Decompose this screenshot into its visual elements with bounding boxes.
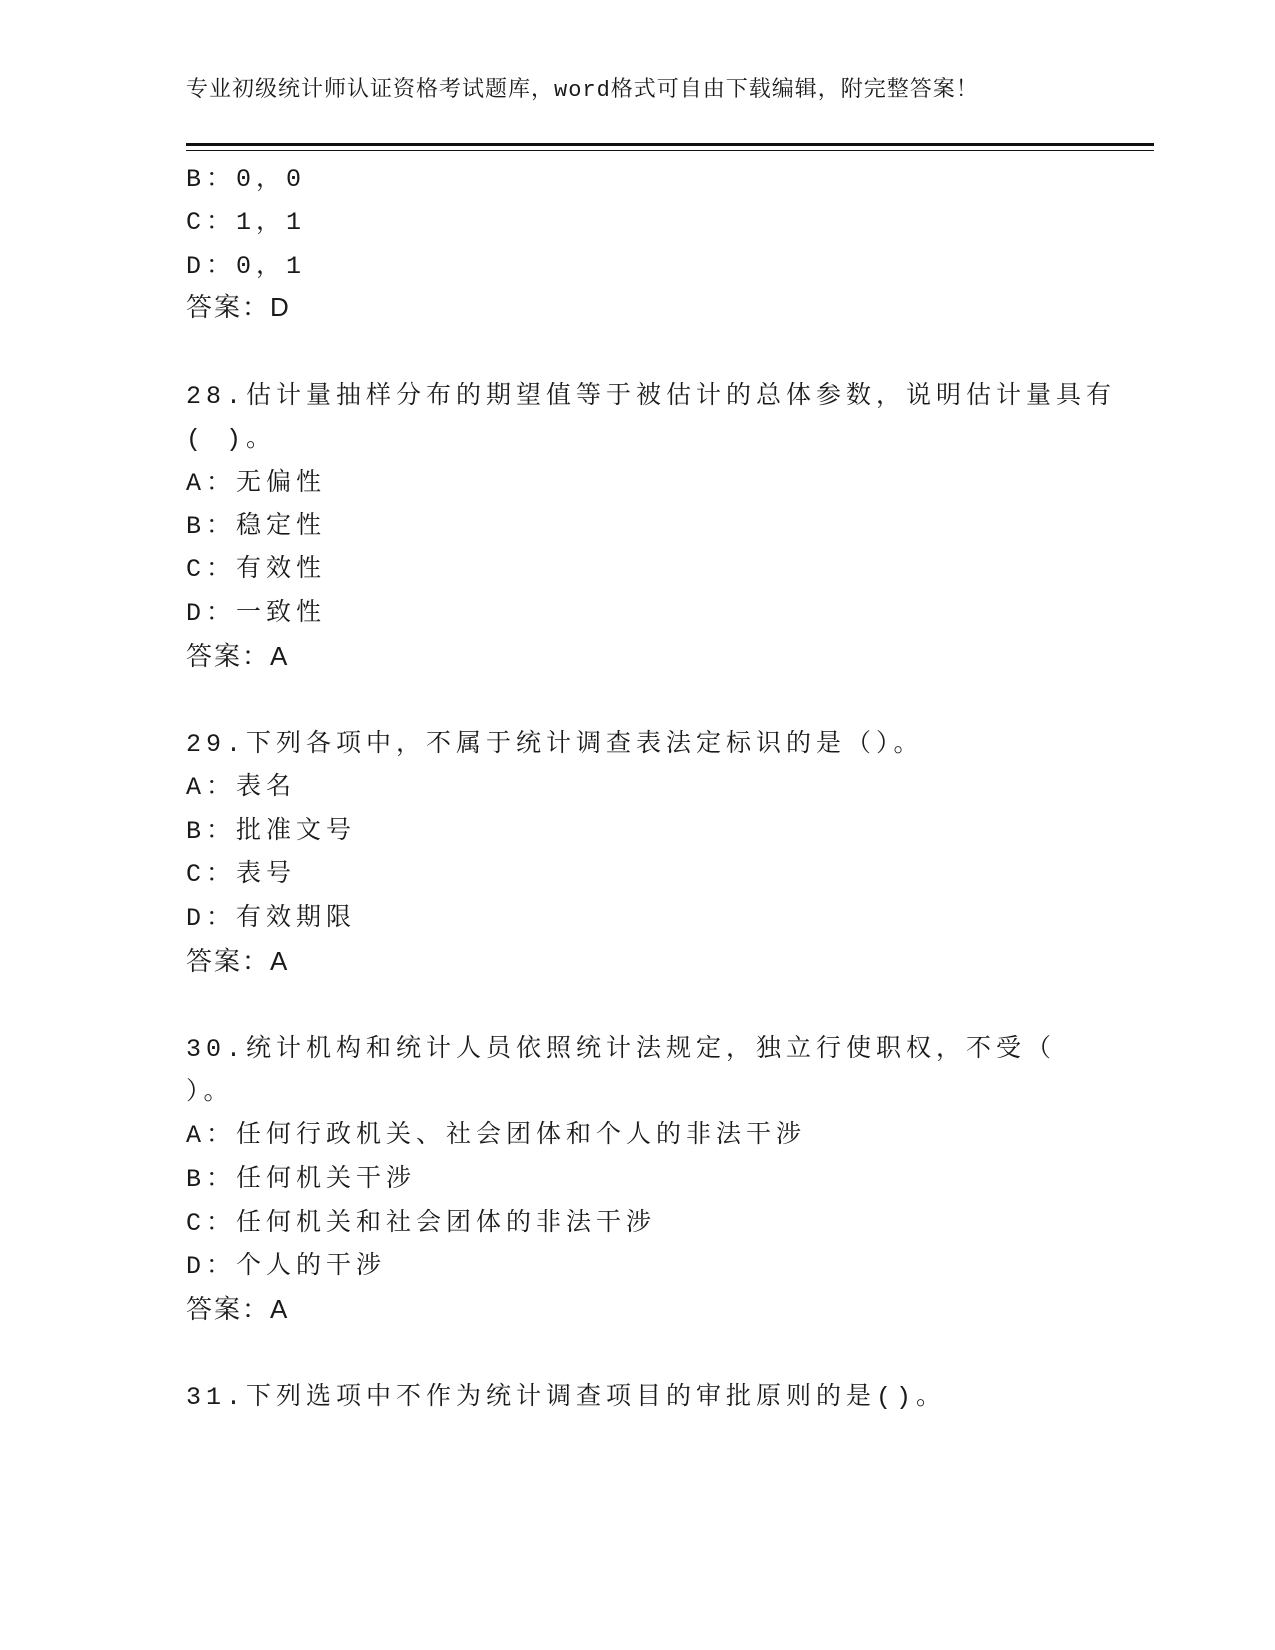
q29-answer: 答案：A (186, 946, 290, 976)
q30-option-b: B：任何机关干涉 (186, 1165, 417, 1194)
q28-stem-line2: ( )。 (186, 425, 277, 454)
q30-answer: 答案：A (186, 1294, 290, 1324)
q30-option-a: A：任何行政机关、社会团体和个人的非法干涉 (186, 1121, 807, 1150)
q27-option-c: C：1，1 (186, 208, 307, 237)
q28-option-c: C：有效性 (186, 555, 327, 584)
q28-option-b: B：稳定性 (186, 512, 327, 541)
q28-answer: 答案：A (186, 641, 290, 671)
q29-option-a: A：表名 (186, 773, 297, 802)
q29-option-b: B：批准文号 (186, 817, 357, 846)
header-rule-thick (186, 143, 1154, 146)
q28-option-d: D：一致性 (186, 599, 327, 628)
q29-stem: 29.下列各项中，不属于统计调查表法定标识的是（）。 (186, 730, 924, 759)
q31-stem: 31.下列选项中不作为统计调查项目的审批原则的是()。 (186, 1383, 947, 1412)
q28-option-a: A：无偏性 (186, 469, 327, 498)
q27-answer: 答案：D (186, 292, 291, 322)
header-rule-thin (186, 150, 1154, 151)
q29-option-c: C：表号 (186, 860, 297, 889)
page-header: 专业初级统计师认证资格考试题库，word格式可自由下载编辑，附完整答案！ (186, 78, 979, 103)
q29-option-d: D：有效期限 (186, 904, 357, 933)
q30-stem-line1: 30.统计机构和统计人员依照统计法规定，独立行使职权，不受（ (186, 1035, 1057, 1064)
q30-option-d: D：个人的干涉 (186, 1252, 387, 1281)
q28-stem-line1: 28.估计量抽样分布的期望值等于被估计的总体参数，说明估计量具有 (186, 382, 1117, 411)
q30-option-c: C：任何机关和社会团体的非法干涉 (186, 1209, 657, 1238)
q27-option-d: D：0，1 (186, 252, 307, 281)
q30-stem-line2: ）。 (186, 1078, 234, 1107)
q27-option-b: B：0，0 (186, 165, 307, 194)
